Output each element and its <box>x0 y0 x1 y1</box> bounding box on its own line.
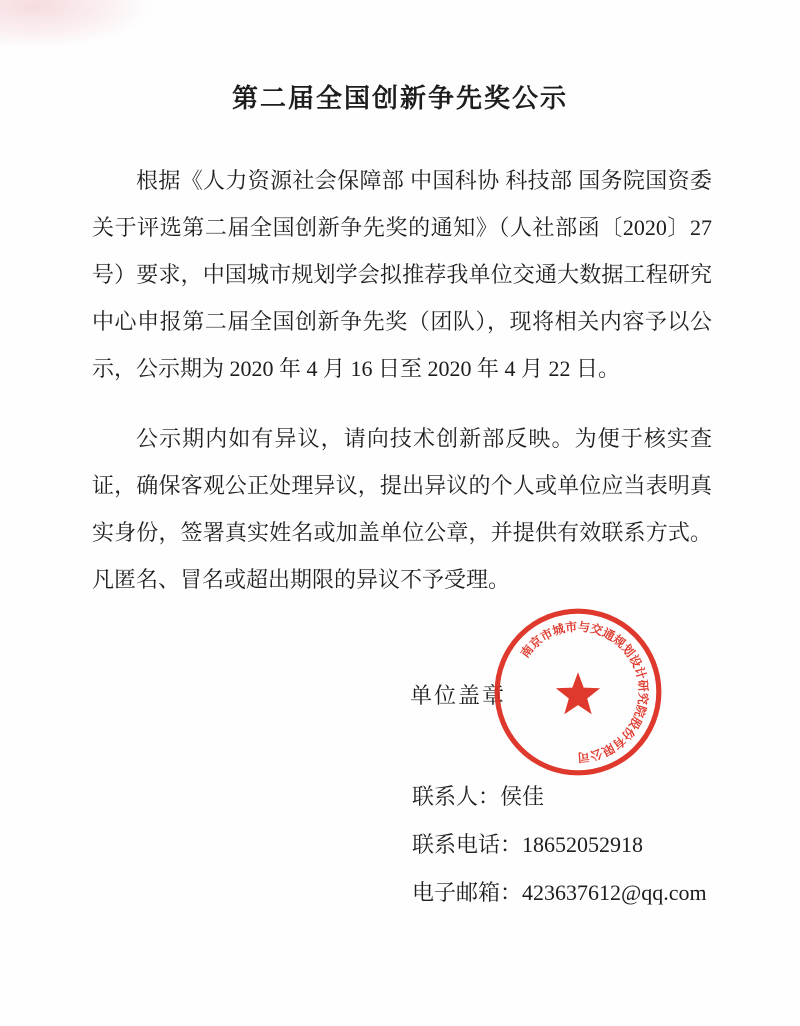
seal-label: 单位盖章 <box>410 683 507 708</box>
company-seal <box>492 606 664 778</box>
contact-person-value: 侯佳 <box>500 784 545 809</box>
contact-phone-line <box>412 821 707 869</box>
contact-person-line <box>412 773 707 821</box>
notice-paragraph: 根据《人力资源社会保障部 中国科协 科技部 国务院国资委关于评选第二届全国创新争先奖的通知》（人社部函〔2020〕27 号）要求，中国城市规划学会拟推荐我单位交通大数据工程研究中心申报第二届全国创新争先奖（团队），现将相关内容予以公示，公示期为 2020 年 4 月 16 日至 2020 年 4 月 22 日。 <box>92 168 712 381</box>
contact-phone-value: 18652052918 <box>522 832 644 857</box>
seal-company-name: 南京市城市与交通规划设计研究院股份有限公司 <box>517 619 651 765</box>
contact-email-label: 电子邮箱： <box>412 880 523 905</box>
contact-info <box>412 773 707 917</box>
scan-smudge <box>0 0 150 48</box>
contact-phone-label: 联系电话： <box>412 832 523 857</box>
notice-paragraph: 公示期内如有异议，请向技术创新部反映。为便于核实查证，确保客观公正处理异议，提出异议的个人或单位应当表明真实身份，签署真实姓名或加盖单位公章，并提供有效联系方式。凡匿名、冒名或超出期限的异议不予受理。 <box>92 426 712 592</box>
page-title: 第二届全国创新争先奖公示 <box>231 84 568 113</box>
contact-person-label: 联系人： <box>412 784 501 809</box>
contact-email-value: 423637612@qq.com <box>522 880 707 905</box>
contact-email-line <box>412 869 707 917</box>
notice-body <box>92 157 712 603</box>
star-icon <box>556 672 600 714</box>
